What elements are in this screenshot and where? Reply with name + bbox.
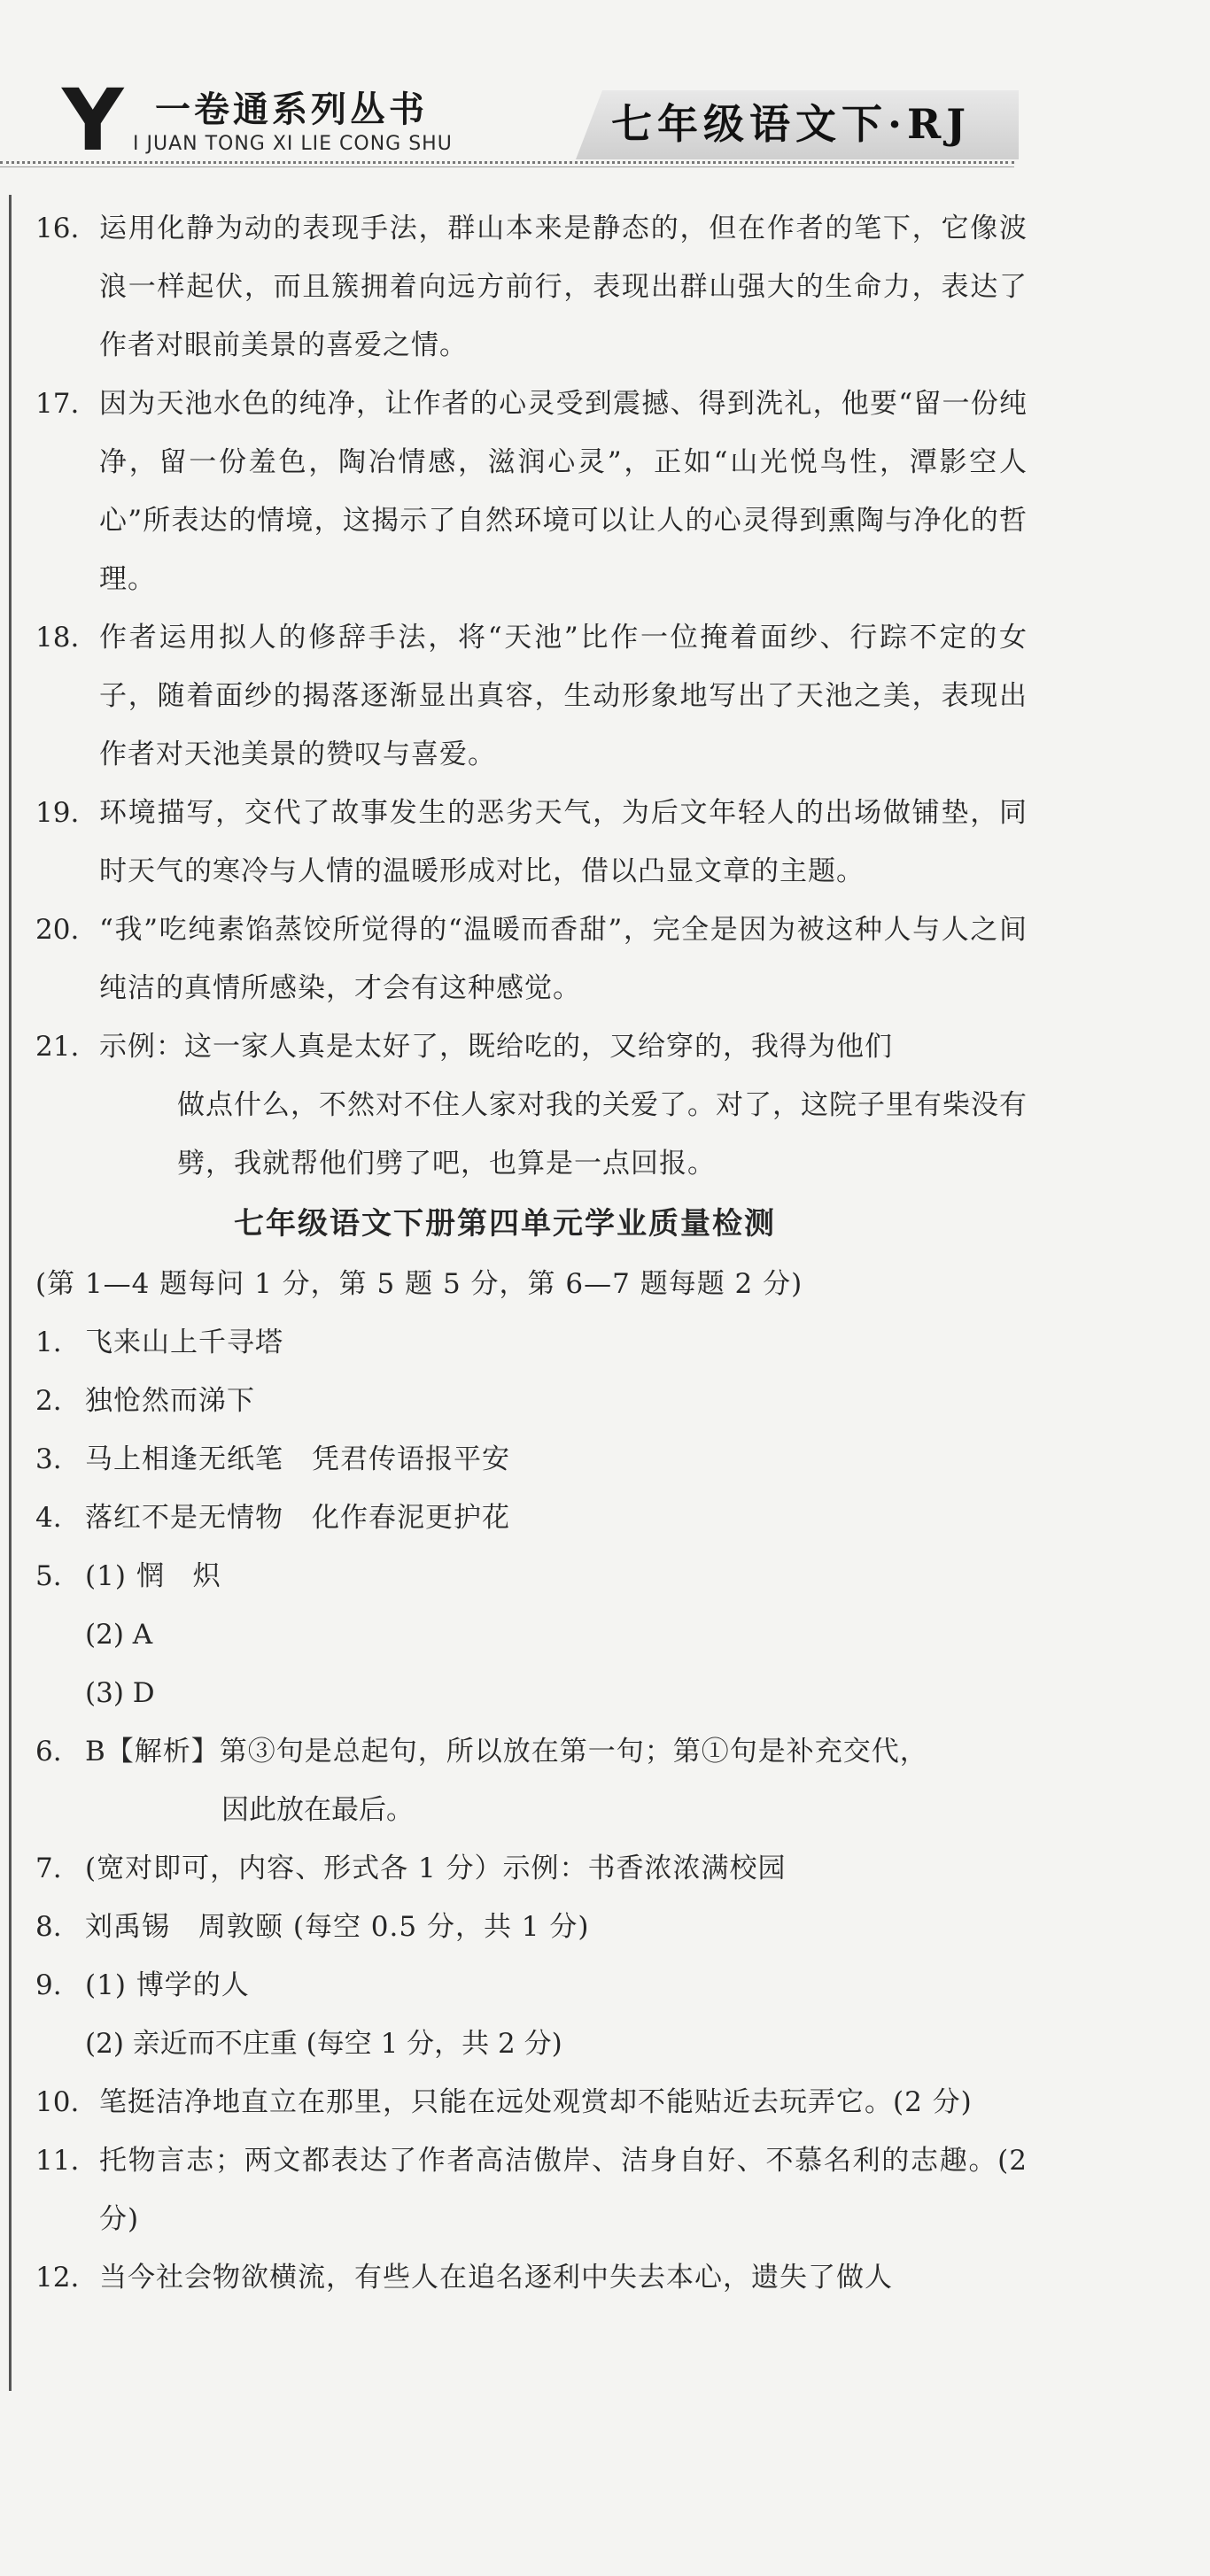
answer-number: 8. xyxy=(35,1911,62,1943)
answer-item-7 xyxy=(35,1839,1028,1898)
answer-item-12 xyxy=(35,2248,1028,2307)
answer-number: 20. xyxy=(35,914,80,946)
answer-number: 1. xyxy=(35,1327,62,1358)
answer-text: 当今社会物欲横流，有些人在追名逐利中失去本心，遗失了做人 xyxy=(99,2262,893,2294)
answer-text: 落红不是无情物 化作春泥更护花 xyxy=(85,1502,510,1534)
answer-number: 16. xyxy=(35,213,80,244)
answer-item-10 xyxy=(35,2073,1028,2131)
answer-item-6 xyxy=(35,1722,1028,1781)
example-continued-text: 做点什么，不然对不住人家对我的关爱了。对了，这院子里有柴没有劈，我就帮他们劈了吧，也算是一点回报。 xyxy=(177,1089,1028,1180)
answer-item-17 xyxy=(35,375,1028,608)
answer-text: 环境描写，交代了故事发生的恶劣天气，为后文年轻人的出场做铺垫，同时天气的寒冷与人情的温暖形成对比，借以凸显文章的主题。 xyxy=(99,797,1028,887)
answer-number: 3. xyxy=(35,1443,62,1475)
scoring-note: (第 1—4 题每问 1 分，第 5 题 5 分，第 6—7 题每题 2 分) xyxy=(35,1268,803,1300)
answer-number: 12. xyxy=(35,2262,80,2294)
answer-number: 5. xyxy=(35,1560,62,1592)
series-pinyin: I JUAN TONG XI LIE CONG SHU xyxy=(133,133,453,155)
answer-text: 作者运用拟人的修辞手法，将“天池”比作一位掩着面纱、行踪不定的女子，随着面纱的揭落逐渐显出真容，生动形象地写出了天池之美，表现出作者对天池美景的赞叹与喜爱。 xyxy=(99,622,1028,770)
answer-number: 21. xyxy=(35,1031,80,1063)
series-logo: Y xyxy=(62,71,124,170)
answer-text: 因为天池水色的纯净，让作者的心灵受到震撼、得到洗礼，他要“留一份纯净，留一份羞色，陶冶情感，滋润心灵”，正如“山光悦鸟性，潭影空人心”所表达的情境，这揭示了自然环境可以让人的心灵得到熏陶与净化的哲理。 xyxy=(99,388,1028,595)
series-title: 一卷通系列丛书 xyxy=(155,89,428,130)
answer-item-11 xyxy=(35,2131,1028,2248)
answer-number: 6. xyxy=(35,1736,62,1768)
answer-item-3 xyxy=(35,1430,1028,1489)
answer-text: 独怆然而涕下 xyxy=(85,1385,255,1417)
answer-content xyxy=(35,199,1028,2307)
answer-text: (宽对即可，内容、形式各 1 分）示例：书香浓浓满校园 xyxy=(85,1853,787,1884)
answer-item-20 xyxy=(35,901,1028,1017)
header-divider-line xyxy=(0,166,1014,167)
answer-number: 18. xyxy=(35,622,80,654)
answer-text: B【解析】第③句是总起句，所以放在第一句；第①句是补充交代， xyxy=(85,1736,928,1768)
grade-label: 七年级语文下·RJ xyxy=(611,100,972,148)
header-divider xyxy=(0,161,1014,164)
answer-text-continued: 因此放在最后。 xyxy=(221,1794,414,1826)
answer-number: 9. xyxy=(35,1969,62,2001)
answer-subpart: (2) 亲近而不庄重 (每空 1 分，共 2 分) xyxy=(85,2028,562,2060)
answer-subpart: (2) A xyxy=(85,1619,153,1651)
example-first-line: 这一家人真是太好了，既给吃的，又给穿的，我得为他们 xyxy=(184,1031,893,1063)
answer-item-2 xyxy=(35,1372,1028,1430)
answer-item-18 xyxy=(35,608,1028,784)
answer-text: 笔挺洁净地直立在那里，只能在远处观赏却不能贴近去玩弄它。(2 分) xyxy=(99,2086,973,2118)
answer-subpart: (1) 惘 炽 xyxy=(85,1560,221,1592)
answer-text: 马上相逢无纸笔 凭君传语报平安 xyxy=(85,1443,510,1475)
answer-number: 11. xyxy=(35,2145,80,2177)
answer-item-9 xyxy=(35,1956,1028,2015)
answer-number: 10. xyxy=(35,2086,80,2118)
section-title: 七年级语文下册第四单元学业质量检测 xyxy=(234,1206,776,1242)
answer-number: 7. xyxy=(35,1853,62,1884)
answer-item-16 xyxy=(35,199,1028,375)
answer-item-4 xyxy=(35,1489,1028,1547)
margin-rule xyxy=(9,195,12,2391)
page-header xyxy=(0,0,1210,168)
answer-subpart: (3) D xyxy=(85,1677,155,1709)
answer-number: 19. xyxy=(35,797,80,829)
answer-text: 运用化静为动的表现手法，群山本来是静态的，但在作者的笔下，它像波浪一样起伏，而且簇拥着向远方前行，表现出群山强大的生命力，表达了作者对眼前美景的喜爱之情。 xyxy=(99,213,1028,361)
answer-number: 17. xyxy=(35,388,80,420)
answer-text: 刘禹锡 周敦颐 (每空 0.5 分，共 1 分) xyxy=(85,1911,590,1943)
answer-text xyxy=(99,1017,1028,1076)
answer-item-5 xyxy=(35,1547,1028,1605)
answer-text: “我”吃纯素馅蒸饺所觉得的“温暖而香甜”，完全是因为被这种人与人之间纯洁的真情所感染，才会有这种感觉。 xyxy=(99,914,1028,1004)
answer-number: 4. xyxy=(35,1502,62,1534)
answer-text: 飞来山上千寻塔 xyxy=(85,1327,283,1358)
answer-item-21 xyxy=(35,1017,1028,1076)
answer-text: 托物言志；两文都表达了作者高洁傲岸、洁身自好、不慕名利的志趣。(2 分) xyxy=(99,2145,1028,2235)
answer-item-19 xyxy=(35,784,1028,901)
answer-item-8 xyxy=(35,1898,1028,1956)
answer-item-1 xyxy=(35,1313,1028,1372)
example-label: 示例： xyxy=(99,1031,184,1063)
answer-number: 2. xyxy=(35,1385,62,1417)
answer-subpart: (1) 博学的人 xyxy=(85,1969,250,2001)
